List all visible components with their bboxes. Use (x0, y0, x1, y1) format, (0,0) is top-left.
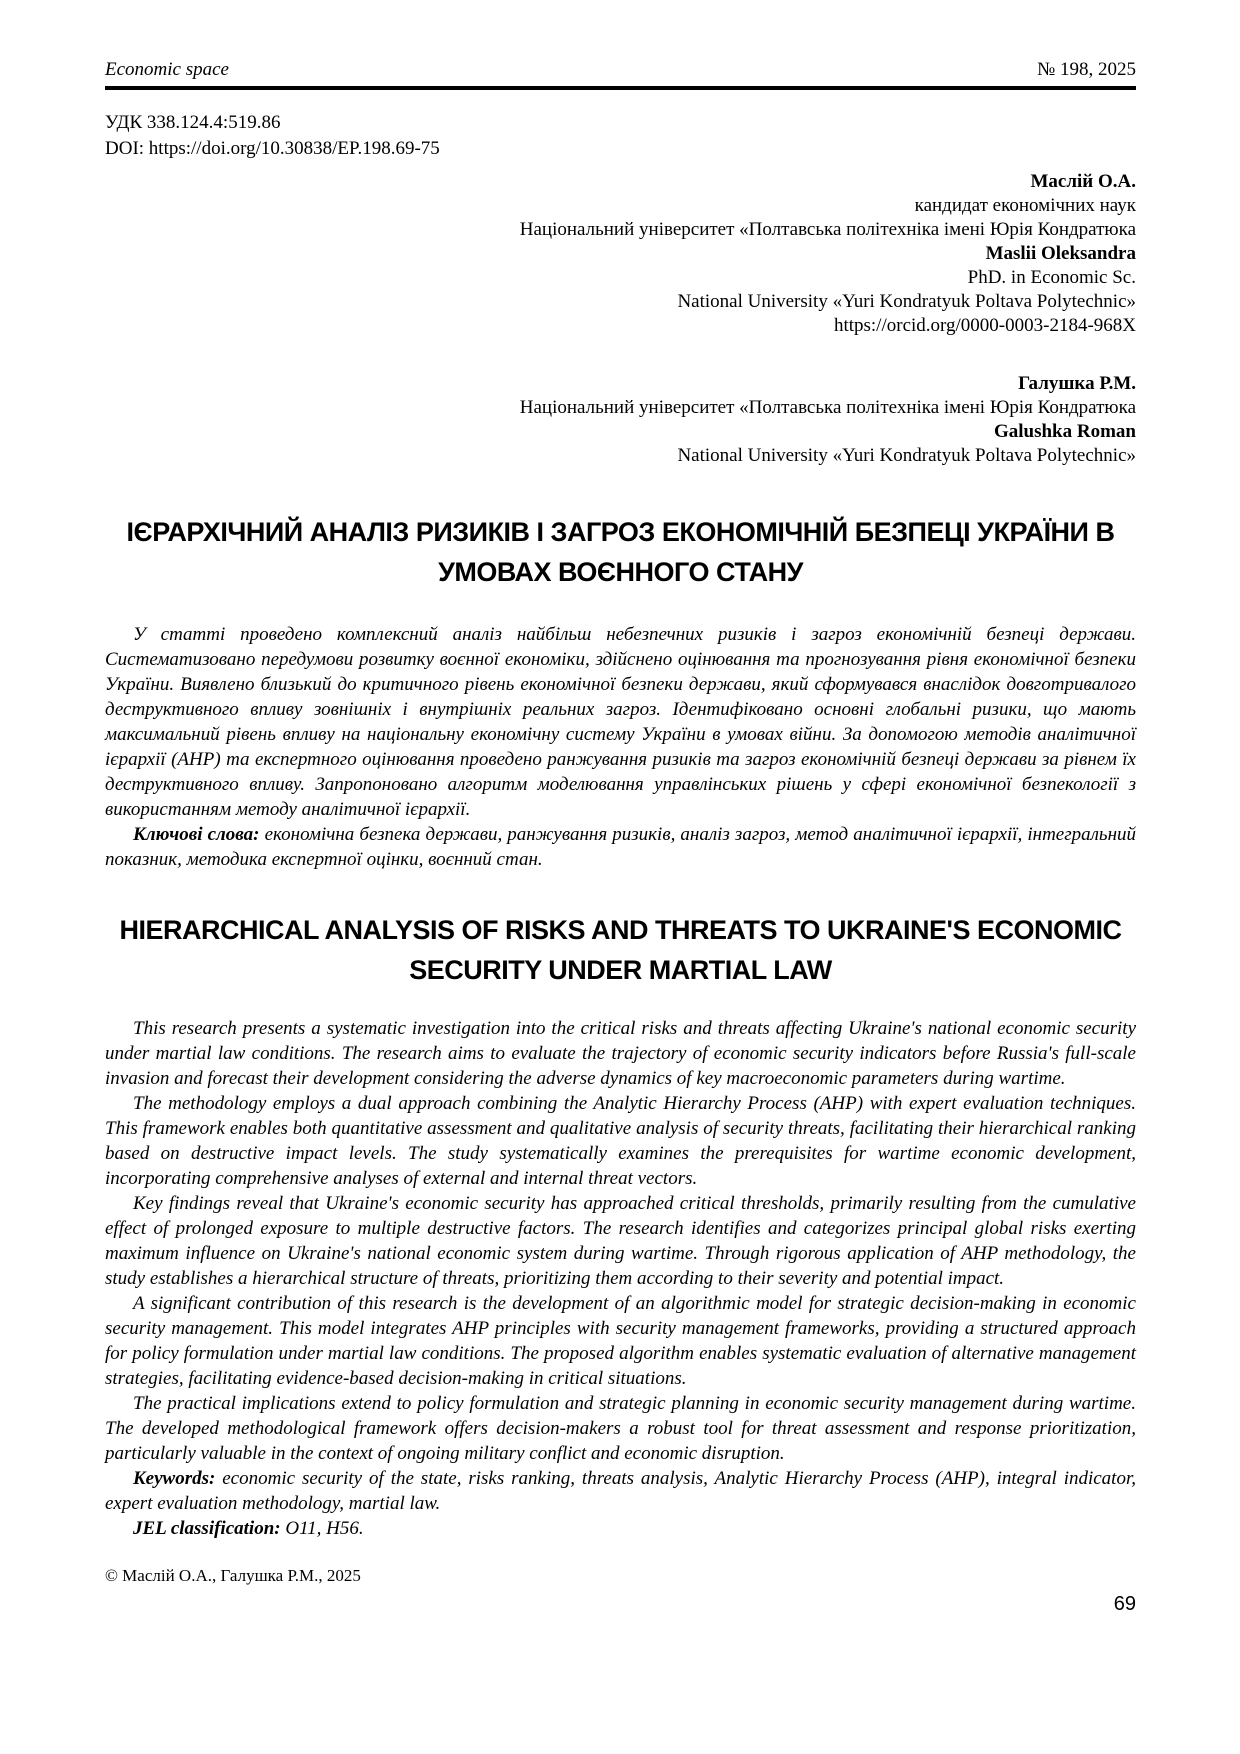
author-block-1 (105, 170, 1136, 338)
author1-degree-en: PhD. in Economic Sc. (967, 267, 1136, 288)
abstract-en-paragraph: A significant contribution of this research is the development of an algorithmic model for strategic decision-making in economic security management. This model integrates AHP principles with security management frameworks, providing a structured approach for policy formulation under martial law conditions. The proposed algorithm enables systematic evaluation of alternative management strategies, facilitating evidence-based decision-making in critical situations. (105, 1293, 1136, 1389)
jel-classification (105, 1516, 1136, 1541)
abstract-en-paragraph: The practical implications extend to policy formulation and strategic planning in economic security management during wartime. The developed methodological framework offers decision-makers a robust tool for threat assessment and response prioritization, particularly valuable in the context of ongoing military conflict and economic disruption. (105, 1393, 1136, 1464)
udc-code: УДК 338.124.4:519.86 (105, 112, 281, 133)
journal-name: Economic space (105, 59, 229, 80)
jel-label: JEL classification: (133, 1518, 281, 1539)
abstract-en (105, 1016, 1136, 1541)
article-title-uk: ІЄРАРХІЧНИЙ АНАЛІЗ РИЗИКІВ І ЗАГРОЗ ЕКОНОМІЧНІЙ БЕЗПЕЦІ УКРАЇНИ В УМОВАХ ВОЄННОГО СТАНУ (126, 517, 1115, 587)
keywords-en (105, 1466, 1136, 1516)
issue-number: № 198, 2025 (1037, 59, 1136, 80)
abstract-en-paragraph: This research presents a systematic investigation into the critical risks and threats affecting Ukraine's national economic security under martial law conditions. The research aims to evaluate the trajectory of economic security indicators before Russia's full-scale invasion and forecast their development considering the adverse dynamics of key macroeconomic parameters during wartime. (105, 1018, 1136, 1089)
keywords-en-text: economic security of the state, risks ranking, threats analysis, Analytic Hierarchy Process (AHP), integral indicator, expert evaluation methodology, martial law. (105, 1468, 1136, 1514)
abstract-uk-text: У статті проведено комплексний аналіз найбільш небезпечних ризиків і загроз економічній безпеці держави. Систематизовано передумови розвитку воєнної економіки, здійснено оцінювання та прогнозування рівня економічної безпеки України. Виявлено близький до критичного рівень економічної безпеки держави, який сформувався внаслідок довготривалого деструктивного впливу зовнішніх і внутрішніх реальних загроз. Ідентифіковано основні глобальні ризики, що мають максимальний рівень впливу на національну економічну систему України в умовах війни. За допомогою методів аналітичної ієрархії (AHP) та експертного оцінювання проведено ранжування ризиків та загроз економічній безпеці держави за рівнем їх деструктивного впливу. Запропоновано алгоритм моделювання управлінських рішень у сфері економічної безпекології з використанням методу аналітичної ієрархії. (105, 624, 1136, 820)
abstract-en-paragraph: Key findings reveal that Ukraine's economic security has approached critical thresholds, primarily resulting from the cumulative effect of prolonged exposure to multiple destructive factors. The research identifies and categorizes principal global risks exerting maximum influence on Ukraine's national economic system during wartime. Through rigorous application of AHP methodology, the study establishes a hierarchical structure of threats, prioritizing them according to their severity and potential impact. (105, 1193, 1136, 1289)
keywords-uk (105, 822, 1136, 872)
author2-affiliation-uk: Національний університет «Полтавська політехніка імені Юрія Кондратюка (519, 397, 1136, 418)
abstract-en-paragraph: The methodology employs a dual approach combining the Analytic Hierarchy Process (AHP) with expert evaluation techniques. This framework enables both quantitative assessment and qualitative analysis of security threats, facilitating their hierarchical ranking based on destructive impact levels. The study systematically examines the prerequisites for wartime economic development, incorporating comprehensive analyses of external and internal threat vectors. (105, 1093, 1136, 1189)
page-number: 69 (1113, 1593, 1136, 1615)
author1-orcid: https://orcid.org/0000-0003-2184-968X (833, 315, 1136, 336)
author2-name-en: Galushka Roman (993, 421, 1136, 442)
author1-name-en: Maslii Oleksandra (985, 243, 1136, 264)
abstract-uk (105, 622, 1136, 872)
author1-affiliation-uk: Національний університет «Полтавська політехніка імені Юрія Кондратюка (519, 219, 1136, 240)
jel-text: O11, H56. (280, 1518, 364, 1539)
article-title-en: HIERARCHICAL ANALYSIS OF RISKS AND THREATS TO UKRAINE'S ECONOMIC SECURITY UNDER MARTIAL LAW (119, 915, 1122, 985)
author2-name-uk: Галушка Р.М. (1018, 373, 1136, 394)
keywords-uk-text: економічна безпека держави, ранжування ризиків, аналіз загроз, метод аналітичної ієрархії, інтегральний показник, методика експертної оцінки, воєнний стан. (105, 824, 1137, 870)
running-head (105, 58, 1136, 82)
author2-affiliation-en: National University «Yuri Kondratyuk Poltava Polytechnic» (677, 445, 1136, 466)
keywords-uk-label: Ключові слова: (133, 824, 260, 845)
article-meta (105, 110, 1136, 162)
author1-name-uk: Маслій О.А. (1030, 171, 1136, 192)
keywords-en-label: Keywords: (133, 1468, 216, 1489)
author-block-2 (105, 372, 1136, 468)
author1-affiliation-en: National University «Yuri Kondratyuk Poltava Polytechnic» (677, 291, 1136, 312)
copyright-line: © Маслій О.А., Галушка Р.М., 2025 (105, 1566, 361, 1585)
header-rule (105, 86, 1136, 90)
author1-degree-uk: кандидат економічних наук (914, 195, 1136, 216)
doi-line: DOI: https://doi.org/10.30838/EP.198.69-75 (105, 138, 440, 159)
